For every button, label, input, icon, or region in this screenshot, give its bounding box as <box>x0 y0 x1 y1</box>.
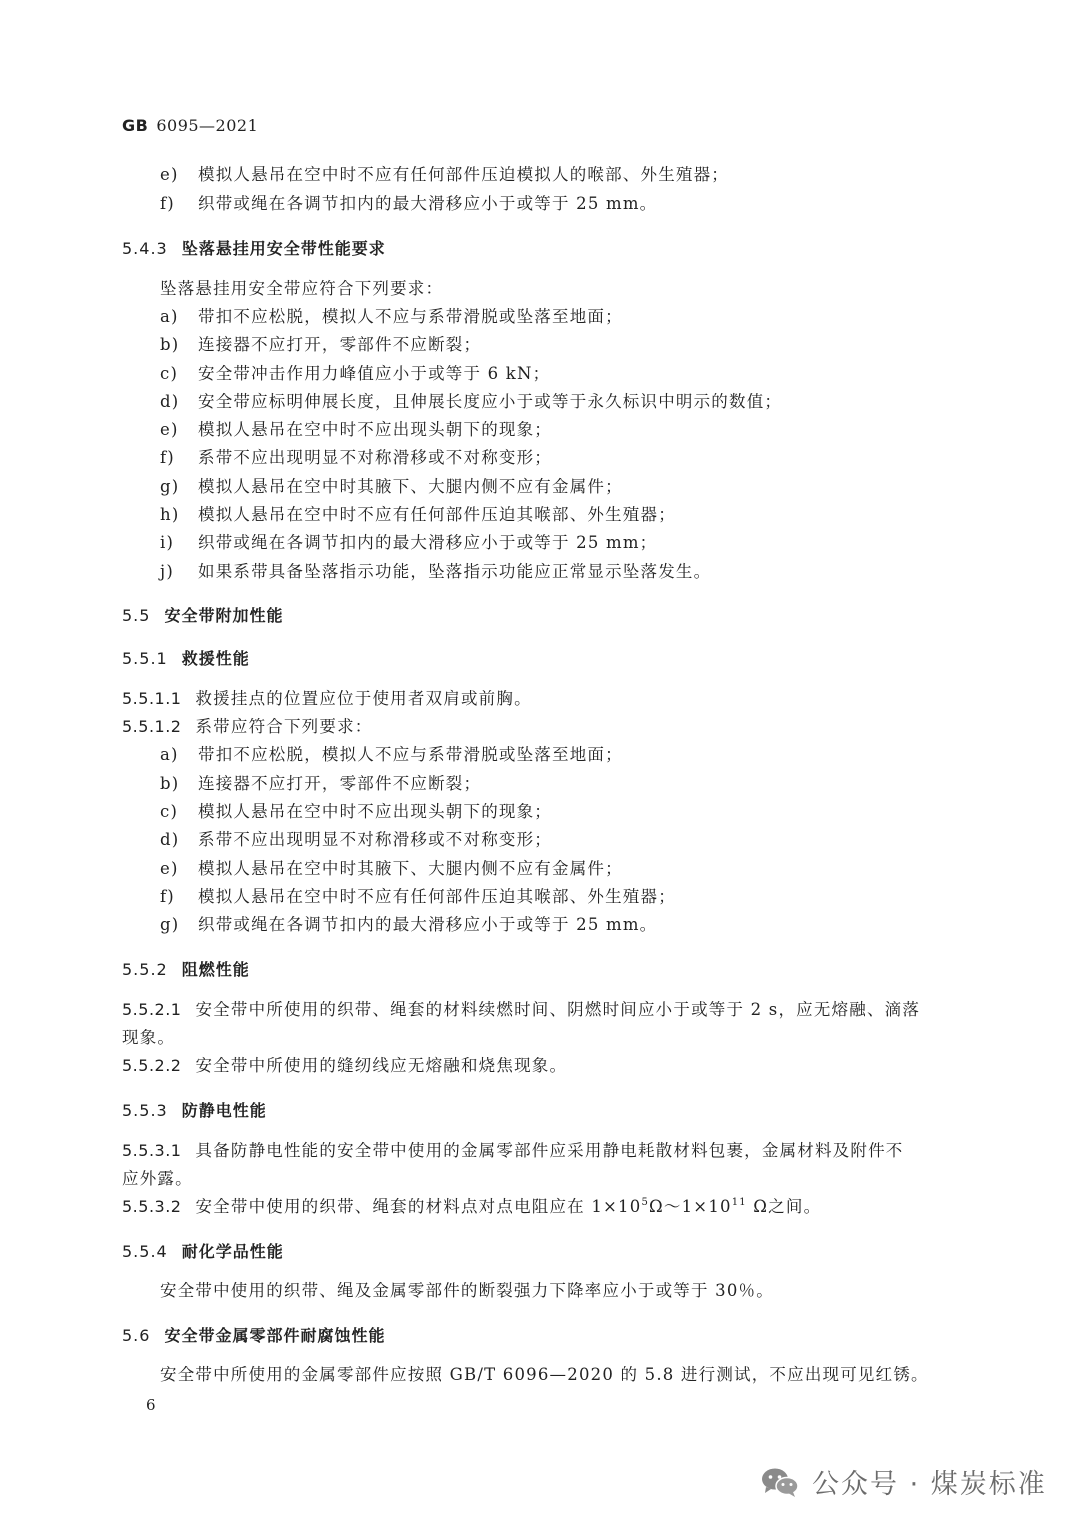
list-text: 模拟人悬吊在空中时不应有任何部件压迫其喉部、外生殖器； <box>198 887 676 906</box>
clause-text: 安全带中所使用的缝纫线应无熔融和烧焦现象。 <box>195 1056 568 1075</box>
list-text: 模拟人悬吊在空中时其腋下、大腿内侧不应有金属件； <box>198 477 623 496</box>
list-marker: f) <box>160 448 175 467</box>
section-heading <box>122 1323 385 1346</box>
clause <box>122 688 532 710</box>
list-text: 模拟人悬吊在空中时不应出现头朝下的现象； <box>198 420 552 439</box>
list-text: 带扣不应松脱，模拟人不应与系带滑脱或坠落至地面； <box>198 745 623 764</box>
list-marker: e) <box>160 165 179 184</box>
list-text: 安全带冲击作用力峰值应小于或等于 6 kN； <box>198 364 551 383</box>
list-marker: i) <box>160 533 175 552</box>
clause <box>122 999 920 1021</box>
list-text: 模拟人悬吊在空中时不应有任何部件压迫模拟人的喉部、外生殖器； <box>198 165 729 184</box>
list-item <box>160 334 481 356</box>
clause-text <box>195 1197 821 1216</box>
list-text: 系带不应出现明显不对称滑移或不对称变形； <box>198 448 552 467</box>
section-number: 5.4.3 <box>122 239 168 258</box>
exponent: 5 <box>641 1197 650 1208</box>
list-text: 系带不应出现明显不对称滑移或不对称变形； <box>198 830 552 849</box>
list-item <box>160 801 552 823</box>
list-marker: f) <box>160 194 175 213</box>
paragraph: 安全带中使用的织带、绳及金属零部件的断裂强力下降率应小于或等于 30％。 <box>160 1281 774 1300</box>
list-marker: h) <box>160 505 180 524</box>
clause <box>122 1055 567 1077</box>
list-marker: d) <box>160 830 180 849</box>
list-marker: e) <box>160 859 179 878</box>
clause-continuation: 应外露。 <box>122 1169 193 1188</box>
list-text: 织带或绳在各调节扣内的最大滑移应小于或等于 25 mm。 <box>198 915 658 934</box>
clause-text: 安全带中所使用的织带、绳套的材料续燃时间、阴燃时间应小于或等于 2 s，应无熔融、滴落 <box>195 1000 921 1019</box>
list-item <box>160 914 657 936</box>
list-item <box>160 532 657 554</box>
list-marker: g) <box>160 477 180 496</box>
clause-number: 5.5.3.2 <box>122 1197 182 1216</box>
clause-text-post: Ω之间。 <box>746 1197 822 1216</box>
list-text: 模拟人悬吊在空中时其腋下、大腿内侧不应有金属件； <box>198 859 623 878</box>
section-number: 5.5.4 <box>122 1242 168 1261</box>
clause-continuation: 现象。 <box>122 1028 176 1047</box>
wechat-icon <box>760 1466 800 1498</box>
list-text: 如果系带具备坠落指示功能，坠落指示功能应正常显示坠落发生。 <box>198 562 712 581</box>
clause-number: 5.5.2.2 <box>122 1056 182 1075</box>
list-marker: g) <box>160 915 180 934</box>
list-item <box>160 829 552 851</box>
section-title: 阻燃性能 <box>181 960 250 979</box>
clause-number: 5.5.1.2 <box>122 717 182 736</box>
clause-text: 系带应符合下列要求： <box>195 717 373 736</box>
list-text: 模拟人悬吊在空中时不应出现头朝下的现象； <box>198 802 552 821</box>
list-marker: e) <box>160 420 179 439</box>
list-item <box>160 419 552 441</box>
paragraph: 坠落悬挂用安全带应符合下列要求： <box>160 279 444 298</box>
list-text: 安全带应标明伸展长度，且伸展长度应小于或等于永久标识中明示的数值； <box>198 392 783 411</box>
list-item <box>160 193 657 215</box>
section-title: 安全带金属零部件耐腐蚀性能 <box>164 1326 386 1345</box>
clause <box>122 1196 821 1218</box>
clause-number: 5.5.3.1 <box>122 1141 182 1160</box>
section-number: 5.5.3 <box>122 1101 168 1120</box>
standard-code <box>122 116 258 135</box>
standard-number: 6095—2021 <box>156 116 259 135</box>
section-number: 5.5.2 <box>122 960 168 979</box>
section-title: 耐化学品性能 <box>181 1242 284 1261</box>
exponent: 11 <box>731 1197 747 1208</box>
list-marker: j) <box>160 562 174 581</box>
watermark <box>760 1462 1047 1501</box>
section-heading <box>122 957 250 980</box>
section-heading <box>122 236 386 259</box>
list-marker: a) <box>160 307 179 326</box>
list-item <box>160 164 729 186</box>
paragraph: 安全带中所使用的金属零部件应按照 GB/T 6096—2020 的 5.8 进行测试，不应出现可见红锈。 <box>160 1365 929 1384</box>
list-item <box>160 773 481 795</box>
section-heading <box>122 1239 284 1262</box>
page-number: 6 <box>146 1396 156 1414</box>
clause-text-mid: Ω～1×10 <box>649 1197 732 1216</box>
clause-text: 具备防静电性能的安全带中使用的金属零部件应采用静电耗散材料包裹，金属材料及附件不 <box>195 1141 904 1160</box>
list-item <box>160 886 676 908</box>
list-marker: b) <box>160 335 180 354</box>
list-marker: d) <box>160 392 180 411</box>
list-item <box>160 561 711 583</box>
list-marker: c) <box>160 364 179 383</box>
clause-text: 救援挂点的位置应位于使用者双肩或前胸。 <box>195 689 532 708</box>
list-text: 带扣不应松脱，模拟人不应与系带滑脱或坠落至地面； <box>198 307 623 326</box>
list-item <box>160 476 623 498</box>
clause <box>122 716 372 738</box>
list-item <box>160 363 550 385</box>
list-marker: b) <box>160 774 180 793</box>
list-item <box>160 306 623 328</box>
section-title: 防静电性能 <box>181 1101 267 1120</box>
clause-text-pre: 安全带中使用的织带、绳套的材料点对点电阻应在 1×10 <box>195 1197 642 1216</box>
section-number: 5.5 <box>122 606 151 625</box>
clause-number: 5.5.1.1 <box>122 689 182 708</box>
list-text: 织带或绳在各调节扣内的最大滑移应小于或等于 25 mm； <box>198 533 658 552</box>
list-text: 织带或绳在各调节扣内的最大滑移应小于或等于 25 mm。 <box>198 194 658 213</box>
section-title: 安全带附加性能 <box>164 606 284 625</box>
clause-number: 5.5.2.1 <box>122 1000 182 1019</box>
section-title: 坠落悬挂用安全带性能要求 <box>181 239 386 258</box>
list-item <box>160 744 623 766</box>
list-text: 模拟人悬吊在空中时不应有任何部件压迫其喉部、外生殖器； <box>198 505 676 524</box>
section-number: 5.5.1 <box>122 649 168 668</box>
list-text: 连接器不应打开，零部件不应断裂； <box>198 335 482 354</box>
list-marker: f) <box>160 887 175 906</box>
list-text: 连接器不应打开，零部件不应断裂； <box>198 774 482 793</box>
list-item <box>160 447 552 469</box>
section-title: 救援性能 <box>181 649 250 668</box>
section-heading <box>122 1098 267 1121</box>
section-number: 5.6 <box>122 1326 151 1345</box>
section-heading <box>122 603 283 626</box>
standard-prefix: GB <box>122 116 149 135</box>
list-item <box>160 858 623 880</box>
section-heading <box>122 646 250 669</box>
watermark-text: 公众号 · 煤炭标准 <box>812 1469 1047 1500</box>
list-marker: c) <box>160 802 179 821</box>
clause <box>122 1140 903 1162</box>
list-item <box>160 504 676 526</box>
list-marker: a) <box>160 745 179 764</box>
list-item <box>160 391 782 413</box>
